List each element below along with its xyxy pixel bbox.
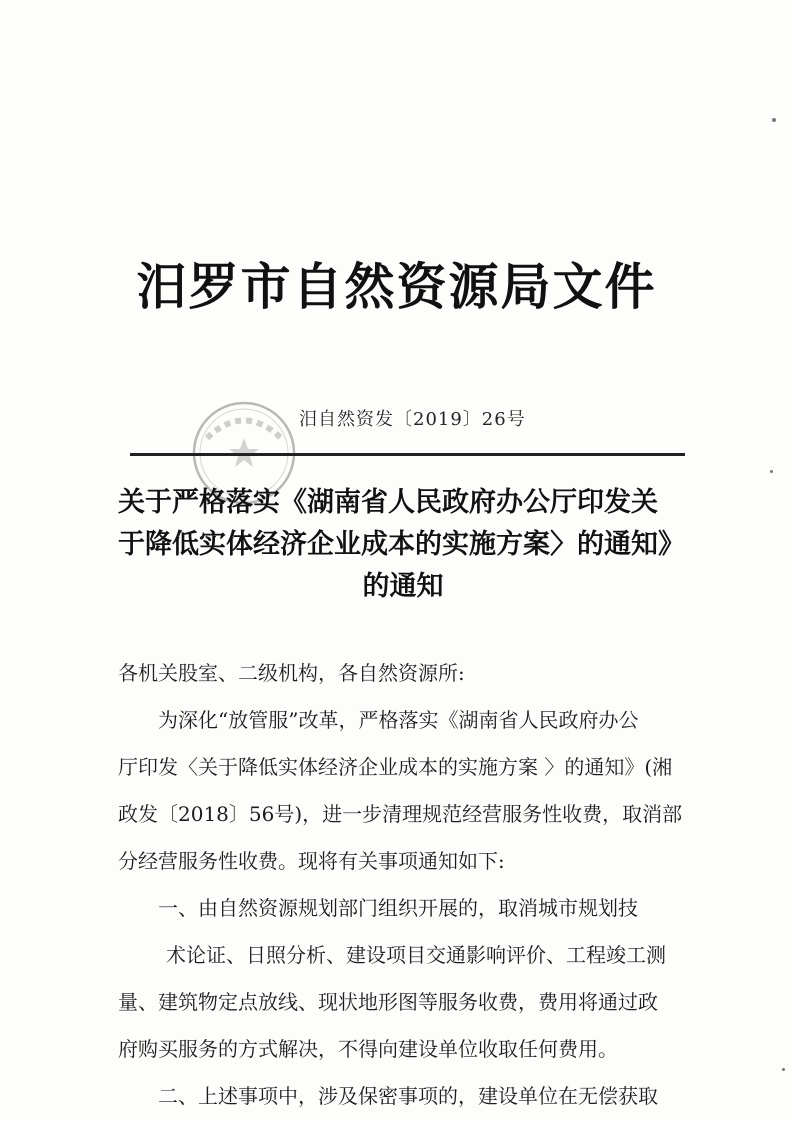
body-line: 一、由自然资源规划部门组织开展的，取消城市规划技 (158, 896, 638, 920)
scan-speck (782, 1068, 785, 1071)
document-header-title: 汨罗市自然资源局文件 (136, 257, 657, 316)
body-text (118, 650, 688, 1120)
body-line: 分经营服务性收费。现将有关事项通知如下: (118, 849, 505, 873)
addressee-line: 各机关股室、二级机构，各自然资源所: (118, 661, 465, 685)
header-divider (130, 453, 685, 456)
body-line: 为深化“放管服”改革，严格落实《湖南省人民政府办公 (158, 708, 639, 732)
scan-speck (770, 470, 773, 473)
scan-speck (772, 118, 776, 122)
body-line: 政发〔2018〕56号)，进一步清理规范经营服务性收费，取消部 (118, 802, 683, 826)
body-line: 量、建筑物定点放线、现状地形图等服务收费，费用将通过政 (118, 990, 658, 1014)
document-number: 汨自然资发〔2019〕26号 (299, 409, 526, 430)
notice-title-line: 的通知 (362, 571, 444, 602)
body-line: 厅印发〈关于降低实体经济企业成本的实施方案 〉的通知》(湘 (118, 755, 673, 779)
body-line: 府购买服务的方式解决，不得向建设单位收取任何费用。 (118, 1037, 618, 1061)
notice-title-line: 于降低实体经济企业成本的实施方案〉的通知》 (118, 529, 685, 560)
notice-title (118, 482, 688, 608)
body-line: 术论证、日照分析、建设项目交通影响评价、工程竣工测 (166, 943, 666, 967)
notice-title-line: 关于严格落实《湖南省人民政府办公厅印发关 (118, 487, 658, 518)
body-line: 二、上述事项中，涉及保密事项的，建设单位在无偿获取 (158, 1084, 658, 1108)
